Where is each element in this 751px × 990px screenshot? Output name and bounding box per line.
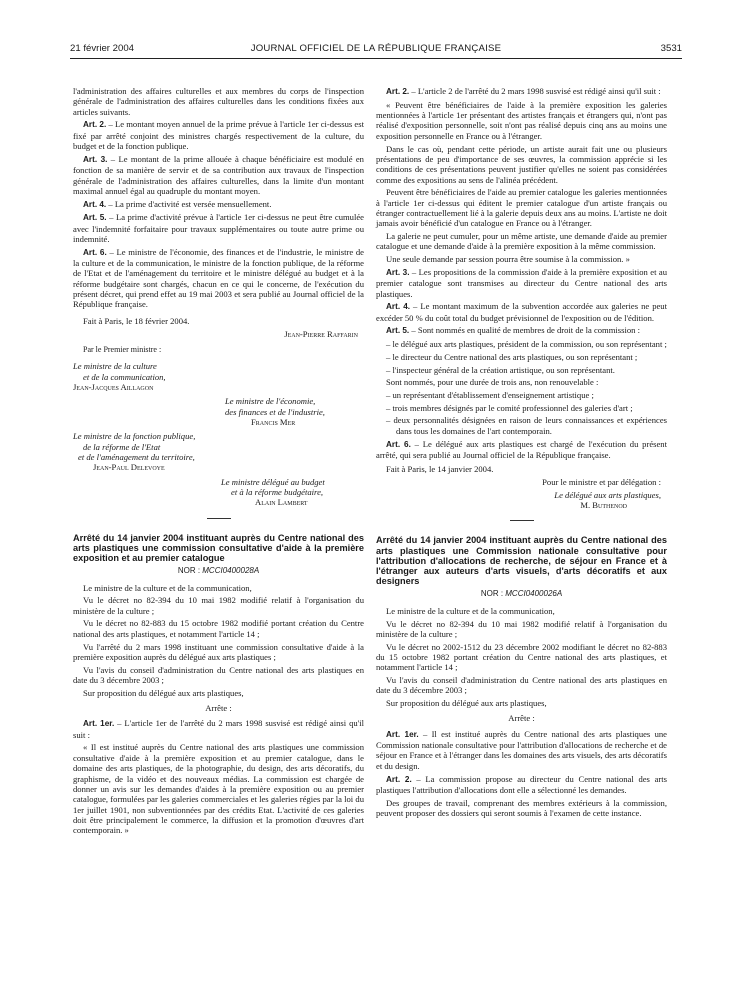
paragraph: l'administration des affaires culturelles et aux membres du corps de l'inspection générale de l'administration des affaires culturelles dans les conditions fixées aux articles suivants.: [73, 86, 364, 117]
article-text: – Les propositions de la commission d'aide à la première exposition et au premier catalogue sont transmises au directeur du Centre national des arts plastiques.: [376, 266, 667, 299]
visa-line: Vu le décret no 82-883 du 15 octobre 1982 modifié portant création du Centre national des arts plastiques, et notamment l'article 14 ;: [73, 618, 364, 639]
nor-reference: [73, 566, 364, 576]
article-6: [73, 247, 364, 310]
article-label: Art. 5.: [83, 213, 107, 223]
signature-title: Le ministre de la culture: [73, 361, 157, 372]
nor-reference: [376, 589, 667, 599]
article-1: [376, 729, 667, 771]
nor-code: MCCI0400026A: [505, 589, 563, 599]
visa-line: Vu l'avis du conseil d'administration du Centre national des arts plastiques en date du 3 décembre 2003 ;: [376, 675, 667, 696]
signature-title: des finances et de l'industrie,: [225, 406, 325, 417]
page-header: [70, 42, 682, 59]
visa-line: Sur proposition du délégué aux arts plastiques,: [83, 687, 244, 698]
article-text: – Le montant maximum de la subvention accordée aux galeries ne peut excéder 50 % du coût total du budget prévisionnel de l'exposition ou de l'édition.: [376, 301, 667, 323]
separator-rule: [207, 518, 231, 519]
visa-line: Le ministre de la culture et de la communication,: [83, 582, 252, 593]
signature-name: Francis Mer: [251, 416, 296, 427]
article-2: [376, 774, 667, 796]
list-item: – trois membres désignés par le comité professionnel des galeries d'art ;: [386, 402, 633, 413]
article-4: [73, 199, 364, 210]
fait-a-paris: Fait à Paris, le 18 février 2004.: [83, 315, 190, 326]
article-3: [73, 154, 364, 196]
article-label: Art. 4.: [83, 199, 107, 209]
visa-line: Le ministre de la culture et de la communication,: [386, 605, 555, 616]
article-text: – La prime d'activité prévue à l'article 1er ci-dessus ne peut être cumulée avec l'indemnité forfaitaire pour travaux supplémentaires ou toute autre prime ou indemnité.: [73, 212, 364, 245]
article-label: Art. 4.: [386, 302, 411, 312]
article-text: – L'article 1er de l'arrêté du 2 mars 1998 susvisé est rédigé ainsi qu'il suit :: [73, 718, 364, 740]
article-label: Art. 1er.: [386, 729, 419, 739]
list-item: – l'inspecteur général de la création artistique, ou son représentant.: [386, 364, 615, 375]
visa-line: Vu le décret no 82-394 du 10 mai 1982 modifié relatif à l'organisation du ministère de la culture ;: [376, 618, 667, 639]
signature-title: de la réforme de l'Etat: [83, 441, 161, 452]
paragraph: Des groupes de travail, comprenant des membres extérieurs à la commission, peuvent proposer des dossiers qui seront soumis à l'examen de cette instance.: [376, 797, 667, 818]
signature-name: Jean-Paul Delevoye: [93, 462, 165, 473]
list-item: – deux personnalités désignées en raison de leurs connaissances et expériences dans tous les domaines de l'art contemporain.: [386, 415, 667, 436]
par-premier-ministre: Par le Premier ministre :: [83, 344, 162, 354]
article-label: Art. 2.: [386, 774, 412, 784]
prime-minister-name: Jean-Pierre Raffarin: [284, 328, 358, 339]
signature-title: Le ministre de la fonction publique,: [73, 431, 196, 442]
article-label: Art. 5.: [386, 326, 410, 336]
signature-title: Le ministre de l'économie,: [225, 396, 316, 407]
fait-a-paris: Fait à Paris, le 14 janvier 2004.: [386, 464, 494, 475]
header-journal-title: JOURNAL OFFICIEL DE LA RÉPUBLIQUE FRANÇAISE: [250, 43, 502, 54]
article-5: [376, 325, 667, 336]
article-2: [73, 119, 364, 151]
article-label: Art. 1er.: [83, 719, 115, 729]
article-text: – Sont nommés en qualité de membres de droit de la commission :: [409, 325, 641, 336]
article-text: – L'article 2 de l'arrêté du 2 mars 1998 susvisé est rédigé ainsi qu'il suit :: [409, 86, 661, 96]
signature-title: Le ministre délégué au budget: [221, 476, 325, 487]
delegation-line: Pour le ministre et par délégation :: [542, 476, 661, 487]
paragraph: Sont nommés, pour une durée de trois ans, non renouvelable :: [386, 377, 599, 388]
article-text: – Le ministre de l'économie, des finances et de l'industrie, le ministre de la culture et de la communication, le ministre de la fonction publique, de la réforme de l'Etat et de l'aménagement du territoire et le ministre délégué au budget et à la réforme budgétaire sont chargés, chacun en ce qui le concerne, de l'exécution du présent décret, qui prend effet au 19 mai 2003 et sera publié au Journal officiel de la République française.: [73, 246, 364, 310]
separator-rule: [510, 520, 534, 521]
article-2: [376, 86, 667, 97]
article-5: [73, 212, 364, 244]
quoted-paragraph: La galerie ne peut cumuler, pour un même artiste, une demande d'aide au premier catalogue et une demande d'aide à la première exposition à la même commission.: [376, 231, 667, 252]
signature-title: et de la communication,: [83, 371, 166, 382]
signature-title: Le délégué aux arts plastiques,: [554, 489, 661, 500]
quoted-paragraph: Peuvent être bénéficiaires de l'aide au premier catalogue les galeries mentionnées à l'article 1er ci-dessus qui éditent le premier catalogue d'un artiste français ou étranger contractuellement lié à la galerie depuis deux ans au moins. L'artiste ne doit jamais avoir bénéficié d'un catalogue en France ou à l'étranger.: [376, 187, 667, 229]
article-text: – Le délégué aux arts plastiques est chargé de l'exécution du présent arrêté, qui sera publié au Journal officiel de la République française.: [376, 438, 667, 460]
visa-line: Vu l'avis du conseil d'administration du Centre national des arts plastiques en date du 3 décembre 2003 ;: [73, 664, 364, 685]
quoted-paragraph: Une seule demande par session pourra être soumise à la commission. »: [386, 254, 630, 265]
list-item: – le délégué aux arts plastiques, président de la commission, ou son représentant ;: [386, 339, 667, 350]
article-1: [73, 718, 364, 740]
signature-name: Jean-Jacques Aillagon: [73, 381, 154, 392]
visa-line: Vu le décret no 82-394 du 10 mai 1982 modifié relatif à l'organisation du ministère de la culture ;: [73, 595, 364, 616]
signature-fonction-publique: [73, 431, 364, 472]
signature-economie: [73, 396, 364, 427]
article-text: – Le montant moyen annuel de la prime prévue à l'article 1er ci-dessus est fixé par arrêté conjoint des ministres chargés respectivement de la culture, du budget et de la fonction publique.: [73, 119, 364, 152]
visa-line: Vu le décret no 2002-1512 du 23 décembre 2002 modifiant le décret no 82-883 du 15 octobre 1982 portant création du Centre national des arts plastiques, et notamment l'article 14 ;: [376, 641, 667, 673]
article-label: Art. 6.: [83, 247, 107, 257]
article-text: – La prime d'activité est versée mensuellement.: [106, 198, 272, 209]
article-label: Art. 2.: [386, 87, 410, 96]
quoted-paragraph: « Peuvent être bénéficiaires de l'aide à la première exposition les galeries mentionnées à l'article 1er présentant des artistes français et étrangers qui, n'ont pas réalisé d'exposition personnelle, soit n'ont pas réalisé depuis cinq ans au moins une exposition personnelle en France ou à l'étranger.: [376, 99, 667, 141]
visa-line: Vu l'arrêté du 2 mars 1998 instituant une commission consultative d'aide à la première exposition auprès du délégué aux arts plastiques ;: [73, 641, 364, 662]
article-label: Art. 3.: [83, 154, 108, 164]
left-column: [73, 86, 364, 838]
list-item: – le directeur du Centre national des arts plastiques, ou son représentant ;: [386, 351, 638, 362]
visa-line: Sur proposition du délégué aux arts plastiques,: [386, 698, 547, 709]
right-column: [376, 86, 667, 821]
article-label: Art. 3.: [386, 267, 410, 277]
article-label: Art. 2.: [83, 120, 107, 130]
signature-name: Alain Lambert: [255, 497, 308, 508]
nor-label: NOR :: [480, 589, 506, 599]
arrete-heading: Arrête :: [508, 713, 535, 724]
signature-title: et à la réforme budgétaire,: [231, 487, 324, 498]
signature-name: M. Buthenod: [580, 500, 627, 511]
article-6: [376, 439, 667, 461]
decree-title: Arrêté du 14 janvier 2004 instituant auprès du Centre national des arts plastiques une Commission nationale consultative pour l'attribution d'allocations de recherche, de séjour en France et à l'étranger aux auteurs d'arts visuels, d'arts décoratifs et aux designers: [376, 535, 667, 587]
nor-label: NOR :: [177, 566, 203, 576]
article-text: – La commission propose au directeur du Centre national des arts plastiques l'attribution d'allocations dont elle a sélectionné les demandes.: [376, 773, 667, 795]
arrete-heading: Arrête :: [205, 703, 232, 714]
quoted-paragraph: Dans le cas où, pendant cette période, un artiste aurait fait une ou plusieurs présentations de peu d'importance de ses œuvres, la commission apprécie si les conditions de ces présentations peuvent justifier qu'elles ne soient pas considérées comme des expositions au sens de l'alinéa précédent.: [376, 143, 667, 185]
quoted-article: « Il est institué auprès du Centre national des arts plastiques une commission consultative d'aide à la première exposition et au premier catalogue, dans le domaine des arts plastiques, de la photographie, du design, des arts décoratifs, du graphisme, de la vidéo et des nouveaux médias. La commission est chargée de donner un avis sur les demandes d'aides à la première exposition ou au premier catalogue, formulées par les galeries commerciales et les galeries régies par la loi du 1er juillet 1901, non subventionnées par des crédits Etat. L'activité de ces galeries doit être principalement le commerce, la diffusion et la promotion d'œuvres d'art contemporain. »: [73, 742, 364, 836]
article-text: – Il est institué auprès du Centre national des arts plastiques une Commission nationale consultative pour l'attribution d'allocations de recherche et de séjour en France et à l'étranger dans les domaines des arts visuels, des arts décoratifs et du design.: [376, 728, 667, 771]
header-date: 21 février 2004: [70, 43, 134, 54]
signature-title: et de l'aménagement du territoire,: [78, 452, 195, 462]
signature-culture: [73, 361, 364, 392]
article-text: – Le montant de la prime allouée à chaque bénéficiaire est modulé en fonction de sa manière de servir et de sa contribution aux travaux de l'inspection générale de l'administration des affaires culturelles, dans la limite d'un montant maximal annuel égal au quadruple du montant moyen.: [73, 153, 364, 196]
nor-code: MCCI0400028A: [202, 566, 260, 576]
signature-budget: [73, 477, 364, 508]
article-3: [376, 267, 667, 299]
article-4: [376, 301, 667, 323]
header-page-number: 3531: [660, 43, 682, 54]
list-item: – un représentant d'établissement d'enseignement artistique ;: [386, 390, 594, 401]
article-label: Art. 6.: [386, 439, 411, 449]
decree-title: Arrêté du 14 janvier 2004 instituant auprès du Centre national des arts plastiques une commission consultative d'aide à la première exposition et au premier catalogue: [73, 532, 364, 564]
